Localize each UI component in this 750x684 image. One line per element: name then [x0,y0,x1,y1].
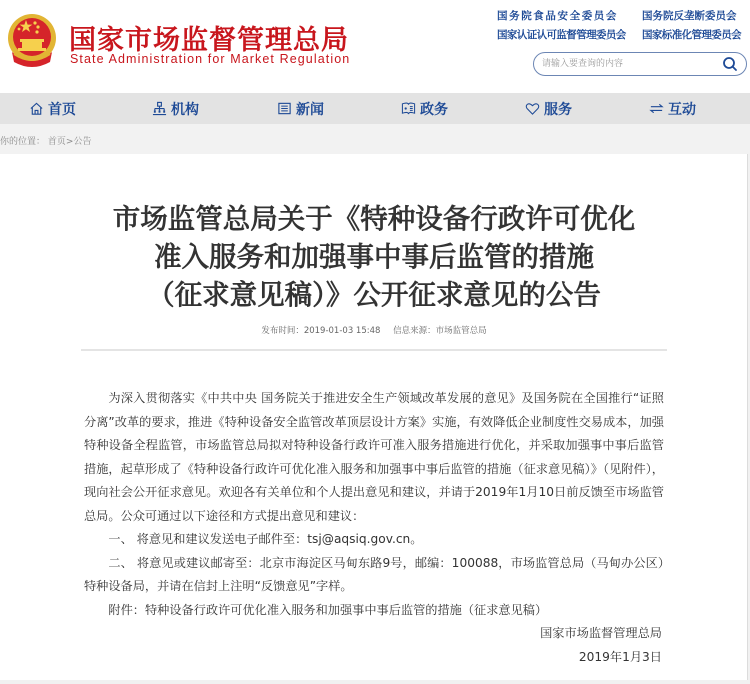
info-source-label: 信息来源： [393,326,436,336]
breadcrumb-home-link[interactable]: 首页 [47,137,66,147]
nav-label: 互动 [668,101,696,118]
article-card [0,154,748,680]
site-subtitle: State Administration for Market Regulation [70,52,351,66]
main-nav [0,93,750,124]
heart-icon [525,101,540,116]
top-link-food-safety[interactable]: 国务院食品安全委员会 [497,10,618,22]
breadcrumb-bar [0,124,750,154]
attachment-line [84,599,664,623]
publish-time [261,326,380,336]
attachment-label: 附件： [108,602,145,617]
top-link-sac[interactable]: 国家标准化管理委员会 [642,29,741,41]
title-line: 市场监管总局关于《特种设备行政许可优化 [112,203,636,235]
nav-label: 服务 [544,101,572,118]
breadcrumb-separator: > [65,137,74,147]
breadcrumb-prefix: 你的位置： [0,137,46,147]
info-source [393,326,487,336]
nav-label: 新闻 [296,101,324,118]
nav-item-interaction[interactable] [649,93,696,124]
nav-item-services[interactable] [525,93,572,124]
nav-label: 政务 [420,101,448,118]
exchange-icon [649,101,664,116]
site-title[interactable]: 国家市场监督管理总局 [69,25,349,56]
title-line: 准入服务和加强事中事后监管的措施 [154,241,594,273]
book-icon [401,101,416,116]
org-chart-icon [152,101,167,116]
publish-time-label: 发布时间： [261,326,304,336]
site-header [0,0,750,93]
breadcrumb [0,134,91,147]
top-link-cnca[interactable]: 国家认证认可监督管理委员会 [497,29,626,41]
publish-time-value: 2019-01-03 15:48 [303,326,381,336]
article-body [84,387,664,669]
nav-label: 机构 [171,101,199,118]
breadcrumb-notice-link[interactable]: 公告 [73,137,92,147]
home-icon [29,101,44,116]
title-line: （征求意见稿）》公开征求意见的公告 [147,279,601,311]
article-title [0,200,748,314]
nav-item-organization[interactable] [152,93,199,124]
info-source-value: 市场监管总局 [435,326,487,336]
signature: 国家市场监督管理总局 [540,626,662,640]
paragraph-mail: 二、 将意见或建议邮寄至：北京市海淀区马甸东路9号，邮编：100088，市场监管总局（马甸办公区）特种设备局，并请在信封上注明“反馈意见”字样。 [84,555,664,593]
signature-date: 2019年1月3日 [578,649,662,664]
paragraph-intro: 为深入贯彻落实《中共中央 国务院关于推进安全生产领域改革发展的意见》及国务院在全国推行“证照分离”改革的要求，推进《特种设备安全监管改革顶层设计方案》实施，有效降低企业制度性交易成本，加强特种设备全程监管，市场监管总局拟对特种设备行政许可准入服务措施进行优化，并采取加强事中事后监管措施，起草形成了《特种设备行政许可优化准入服务和加强事中事后监管的措施（征求意见稿）》（见附件），现向社会公开征求意见。欢迎各有关单位和个人提出意见和建议，并请于2019年1月10日前反馈至市场监管总局。公众可通过以下途径和方式提出意见和建议： [84,391,664,523]
news-icon [277,101,292,116]
attachment-link[interactable]: 特种设备行政许可优化准入服务和加强事中事后监管的措施（征求意见稿） [144,602,548,617]
search-box [533,52,747,76]
article-meta [0,324,748,336]
nav-item-government-affairs[interactable] [401,93,448,124]
paragraph-email: 一、 将意见和建议发送电子邮件至：tsj@aqsiq.gov.cn。 [108,532,423,546]
national-emblem-icon[interactable] [6,12,58,68]
title-divider [81,349,667,351]
search-input[interactable] [542,56,717,72]
nav-label: 首页 [48,101,76,118]
top-link-antimonopoly[interactable]: 国务院反垄断委员会 [642,10,737,22]
nav-item-home[interactable] [29,93,76,124]
search-icon[interactable] [722,56,738,72]
nav-item-news[interactable] [277,93,324,124]
